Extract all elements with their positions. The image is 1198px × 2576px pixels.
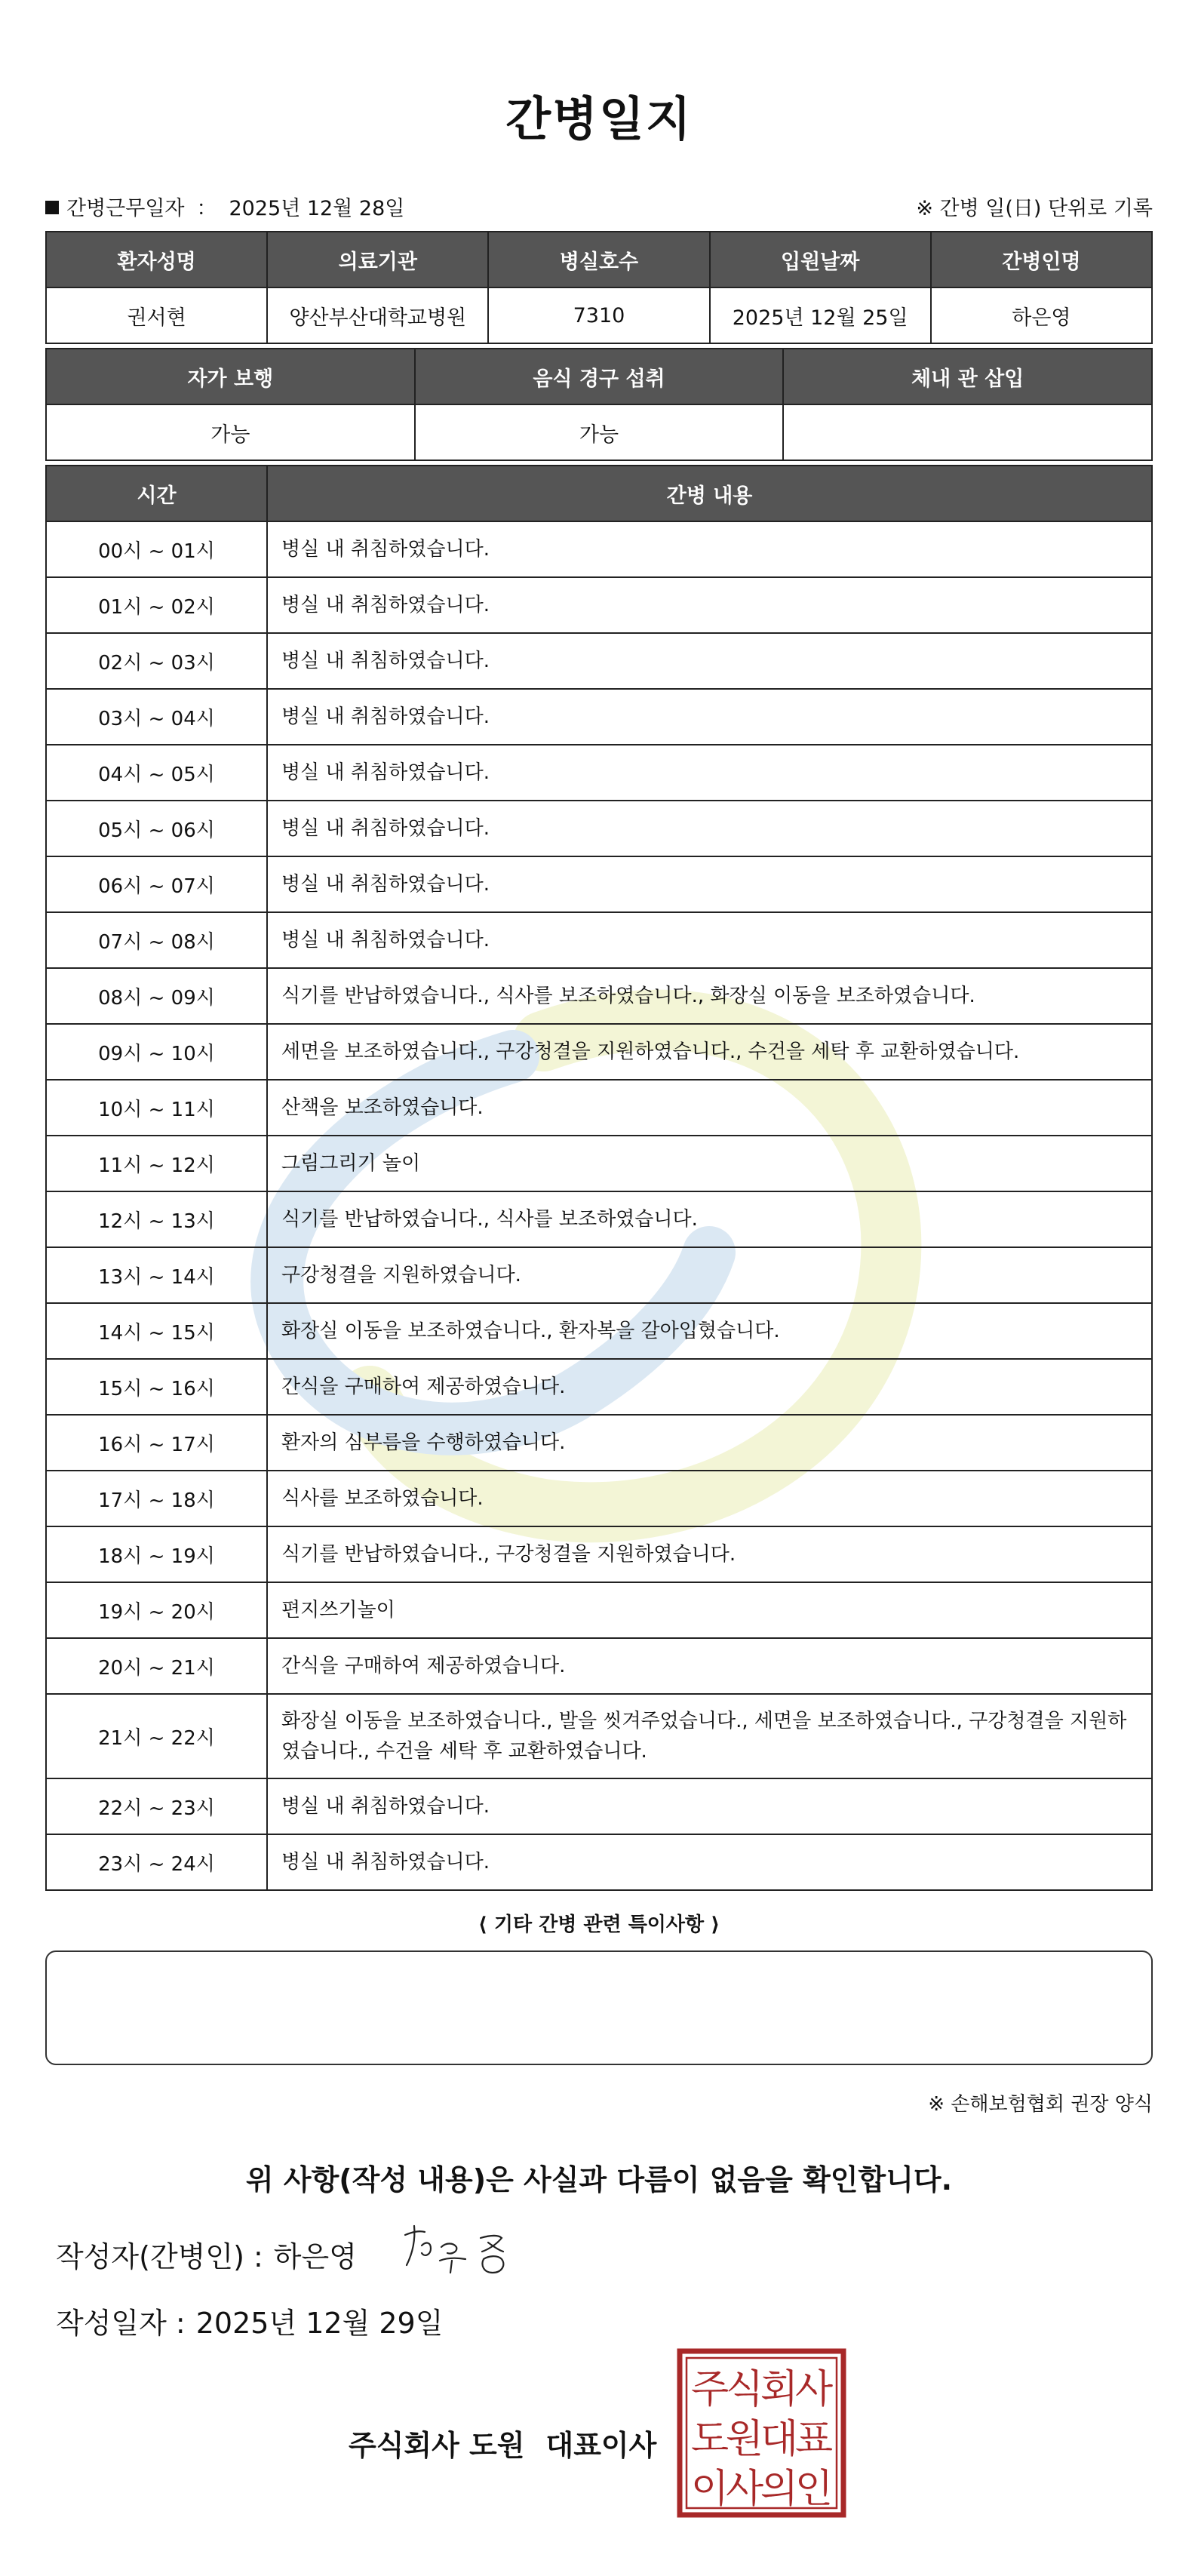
written-date-value: 2025년 12월 29일 [195, 2307, 444, 2340]
content-cell: 화장실 이동을 보조하였습니다., 발을 씻겨주었습니다., 세면을 보조하였습니다., 구강청결을 지원하였습니다., 수건을 세탁 후 교환하였습니다. [267, 1694, 1152, 1778]
time-cell: 09시 ~ 10시 [46, 1024, 267, 1080]
time-cell: 13시 ~ 14시 [46, 1247, 267, 1303]
table-row [46, 968, 1152, 1024]
content-cell: 병실 내 취침하였습니다. [267, 801, 1152, 856]
time-cell: 03시 ~ 04시 [46, 689, 267, 745]
patient-info-table [45, 231, 1153, 344]
patient-name: 권서현 [46, 287, 267, 343]
company-signature-line [349, 2422, 656, 2464]
header-self-walking: 자가 보행 [46, 349, 415, 404]
content-cell: 병실 내 취침하였습니다. [267, 856, 1152, 912]
content-cell: 병실 내 취침하였습니다. [267, 633, 1152, 689]
time-cell: 17시 ~ 18시 [46, 1471, 267, 1526]
company-seal-stamp [677, 2348, 846, 2518]
special-notes-box [45, 1950, 1153, 2065]
header-caregiver-name: 간병인명 [931, 232, 1152, 287]
care-log-table [45, 465, 1153, 1891]
content-cell: 병실 내 취침하였습니다. [267, 745, 1152, 801]
caregiver-name: 하은영 [931, 287, 1152, 343]
seal-character: 표 [794, 2417, 834, 2462]
work-date-label: 간병근무일자 [66, 197, 185, 220]
time-cell: 22시 ~ 23시 [46, 1778, 267, 1834]
writer-label: 작성자(간병인) : [56, 2240, 263, 2273]
content-cell: 편지쓰기놀이 [267, 1582, 1152, 1638]
table-row [46, 1303, 1152, 1359]
table-row [46, 577, 1152, 633]
written-date-label: 작성일자 : [56, 2307, 186, 2340]
time-cell: 12시 ~ 13시 [46, 1191, 267, 1247]
time-cell: 04시 ~ 05시 [46, 745, 267, 801]
work-date-value: 2025년 12월 28일 [229, 197, 405, 220]
table-row [46, 1694, 1152, 1778]
table-row [46, 801, 1152, 856]
written-date-line [56, 2300, 443, 2341]
table-row [46, 521, 1152, 577]
seal-character: 의 [760, 2467, 799, 2512]
content-cell: 병실 내 취침하였습니다. [267, 1778, 1152, 1834]
content-cell: 그림그리기 놀이 [267, 1136, 1152, 1191]
self-walking-value: 가능 [46, 404, 415, 460]
header-oral-intake: 음식 경구 섭취 [415, 349, 784, 404]
table-row [46, 1191, 1152, 1247]
seal-character: 주 [690, 2367, 730, 2412]
seal-character: 사 [794, 2367, 834, 2412]
table-row [46, 1778, 1152, 1834]
time-cell: 23시 ~ 24시 [46, 1834, 267, 1890]
time-cell: 02시 ~ 03시 [46, 633, 267, 689]
time-cell: 19시 ~ 20시 [46, 1582, 267, 1638]
confirmation-statement: 위 사항(작성 내용)은 사실과 다름이 없음을 확인합니다. [245, 2163, 953, 2196]
time-cell: 07시 ~ 08시 [46, 912, 267, 968]
daily-record-note: ※ 간병 일(日) 단위로 기록 [916, 197, 1153, 220]
table-row [46, 1080, 1152, 1136]
time-cell: 15시 ~ 16시 [46, 1359, 267, 1415]
time-cell: 18시 ~ 19시 [46, 1526, 267, 1582]
page-title: 간병일지 [505, 91, 693, 146]
writer-name: 하은영 [273, 2240, 357, 2273]
content-cell: 화장실 이동을 보조하였습니다., 환자복을 갈아입혔습니다. [267, 1303, 1152, 1359]
table-row [46, 1638, 1152, 1694]
header-room-number: 병실호수 [488, 232, 709, 287]
tube-insertion-value [783, 404, 1152, 460]
table-row [46, 1526, 1152, 1582]
header-patient-name: 환자성명 [46, 232, 267, 287]
table-row [46, 912, 1152, 968]
time-cell: 10시 ~ 11시 [46, 1080, 267, 1136]
time-cell: 20시 ~ 21시 [46, 1638, 267, 1694]
work-date-line [45, 192, 404, 221]
patient-status-table [45, 348, 1153, 461]
seal-character: 원 [725, 2417, 764, 2462]
table-row [46, 1415, 1152, 1471]
square-bullet-icon [45, 201, 59, 214]
content-cell: 세면을 보조하였습니다., 구강청결을 지원하였습니다., 수건을 세탁 후 교환하였습니다. [267, 1024, 1152, 1080]
table-row [46, 1471, 1152, 1526]
table-row [46, 1136, 1152, 1191]
content-cell: 병실 내 취침하였습니다. [267, 1834, 1152, 1890]
table-row [46, 1359, 1152, 1415]
content-cell: 구강청결을 지원하였습니다. [267, 1247, 1152, 1303]
seal-character: 도 [690, 2417, 730, 2462]
seal-character: 회 [760, 2367, 799, 2412]
table-row [46, 1582, 1152, 1638]
content-cell: 간식을 구매하여 제공하였습니다. [267, 1359, 1152, 1415]
special-notes-title: ⟨ 기타 간병 관련 특이사항 ⟩ [478, 1914, 720, 1936]
recommended-form-note: ※ 손해보험협회 권장 양식 [928, 2093, 1153, 2116]
seal-character: 사 [725, 2467, 764, 2512]
header-tube-insertion: 체내 관 삽입 [783, 349, 1152, 404]
time-cell: 00시 ~ 01시 [46, 521, 267, 577]
header-time: 시간 [46, 466, 267, 521]
content-cell: 병실 내 취침하였습니다. [267, 689, 1152, 745]
table-row [46, 689, 1152, 745]
content-cell: 간식을 구매하여 제공하였습니다. [267, 1638, 1152, 1694]
seal-character: 식 [725, 2367, 764, 2412]
content-cell: 환자의 심부름을 수행하였습니다. [267, 1415, 1152, 1471]
admission-date: 2025년 12월 25일 [710, 287, 931, 343]
time-cell: 05시 ~ 06시 [46, 801, 267, 856]
time-cell: 16시 ~ 17시 [46, 1415, 267, 1471]
time-cell: 14시 ~ 15시 [46, 1303, 267, 1359]
table-row [46, 1247, 1152, 1303]
seal-character: 인 [794, 2467, 834, 2512]
content-cell: 병실 내 취침하였습니다. [267, 521, 1152, 577]
time-cell: 06시 ~ 07시 [46, 856, 267, 912]
time-cell: 21시 ~ 22시 [46, 1694, 267, 1778]
header-admission-date: 입원날짜 [710, 232, 931, 287]
room-number: 7310 [488, 287, 709, 343]
company-name: 주식회사 도원 [349, 2429, 525, 2462]
time-cell: 11시 ~ 12시 [46, 1136, 267, 1191]
seal-character: 이 [690, 2467, 730, 2512]
content-cell: 병실 내 취침하였습니다. [267, 912, 1152, 968]
table-row [46, 856, 1152, 912]
handwritten-signature [396, 2212, 524, 2288]
writer-line [56, 2233, 357, 2275]
seal-character: 대 [760, 2417, 799, 2462]
content-cell: 병실 내 취침하였습니다. [267, 577, 1152, 633]
table-row [46, 1834, 1152, 1890]
content-cell: 식기를 반납하였습니다., 식사를 보조하였습니다. [267, 1191, 1152, 1247]
header-hospital: 의료기관 [267, 232, 488, 287]
table-row [46, 633, 1152, 689]
table-row [46, 1024, 1152, 1080]
oral-intake-value: 가능 [415, 404, 784, 460]
company-ceo-title: 대표이사 [545, 2429, 657, 2462]
content-cell: 식사를 보조하였습니다. [267, 1471, 1152, 1526]
header-care-content: 간병 내용 [267, 466, 1152, 521]
content-cell: 산책을 보조하였습니다. [267, 1080, 1152, 1136]
content-cell: 식기를 반납하였습니다., 식사를 보조하였습니다., 화장실 이동을 보조하였습니다. [267, 968, 1152, 1024]
hospital-name: 양산부산대학교병원 [267, 287, 488, 343]
table-row [46, 745, 1152, 801]
colon: ： [196, 197, 217, 220]
content-cell: 식기를 반납하였습니다., 구강청결을 지원하였습니다. [267, 1526, 1152, 1582]
time-cell: 01시 ~ 02시 [46, 577, 267, 633]
time-cell: 08시 ~ 09시 [46, 968, 267, 1024]
